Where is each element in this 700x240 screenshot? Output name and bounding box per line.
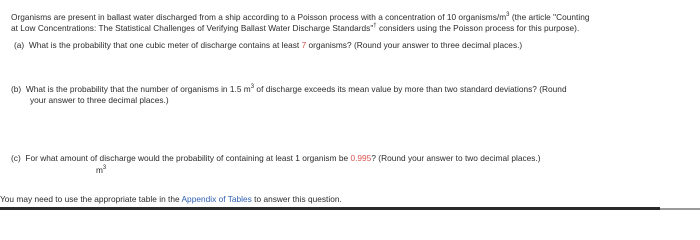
- bottom-divider-light: [660, 208, 700, 210]
- question-text: What is the probability that the number of organisms in 1.5 m: [25, 84, 251, 94]
- superscript: 3: [102, 165, 107, 172]
- appendix-note: [0, 194, 342, 204]
- question-text: For what amount of discharge would the probability of containing at least 1 organism be: [25, 153, 351, 163]
- part-c-label: (c): [11, 153, 21, 163]
- part-b-question-line-2: [30, 95, 169, 105]
- unit-text: m: [96, 165, 103, 175]
- intro-text: at Low Concentrations: The Statistical Challenges of Verifying Ballast Water Discharge Standards": [11, 23, 374, 33]
- highlighted-value: 7: [301, 40, 307, 50]
- note-text: You may need to use the appropriate table in the: [0, 194, 182, 204]
- part-c-question: [11, 153, 541, 163]
- footnote-marker: †: [373, 23, 377, 30]
- question-text: ? (Round your answer to two decimal places.): [371, 153, 541, 163]
- intro-text: considers using the Poisson process for this purpose).: [376, 23, 580, 33]
- part-c-unit: [96, 165, 106, 175]
- part-a-question: [14, 40, 522, 50]
- problem-intro-line-2: [11, 23, 579, 33]
- intro-text: (the article "Counting: [509, 12, 590, 22]
- appendix-link[interactable]: Appendix of Tables: [181, 194, 252, 204]
- question-text: What is the probability that one cubic meter of discharge contains at least: [28, 40, 302, 50]
- note-text: to answer this question.: [251, 194, 342, 204]
- question-text: of discharge exceeds its mean value by more than two standard deviations? (Round: [254, 84, 567, 94]
- question-text: your answer to three decimal places.): [30, 95, 169, 105]
- question-text: organisms? (Round your answer to three decimal places.): [306, 40, 523, 50]
- bottom-divider: [0, 207, 660, 210]
- part-a-label: (a): [14, 40, 25, 50]
- part-b-label: (b): [11, 84, 22, 94]
- part-b-question-line-1: [11, 84, 567, 94]
- superscript: 3: [250, 84, 255, 91]
- superscript: 3: [506, 12, 510, 19]
- intro-text: Organisms are present in ballast water discharged from a ship according to a Poisson process with a concentration of 10 organisms/m: [11, 12, 507, 22]
- highlighted-value: 0.995: [350, 153, 372, 163]
- problem-intro-line-1: [11, 12, 589, 22]
